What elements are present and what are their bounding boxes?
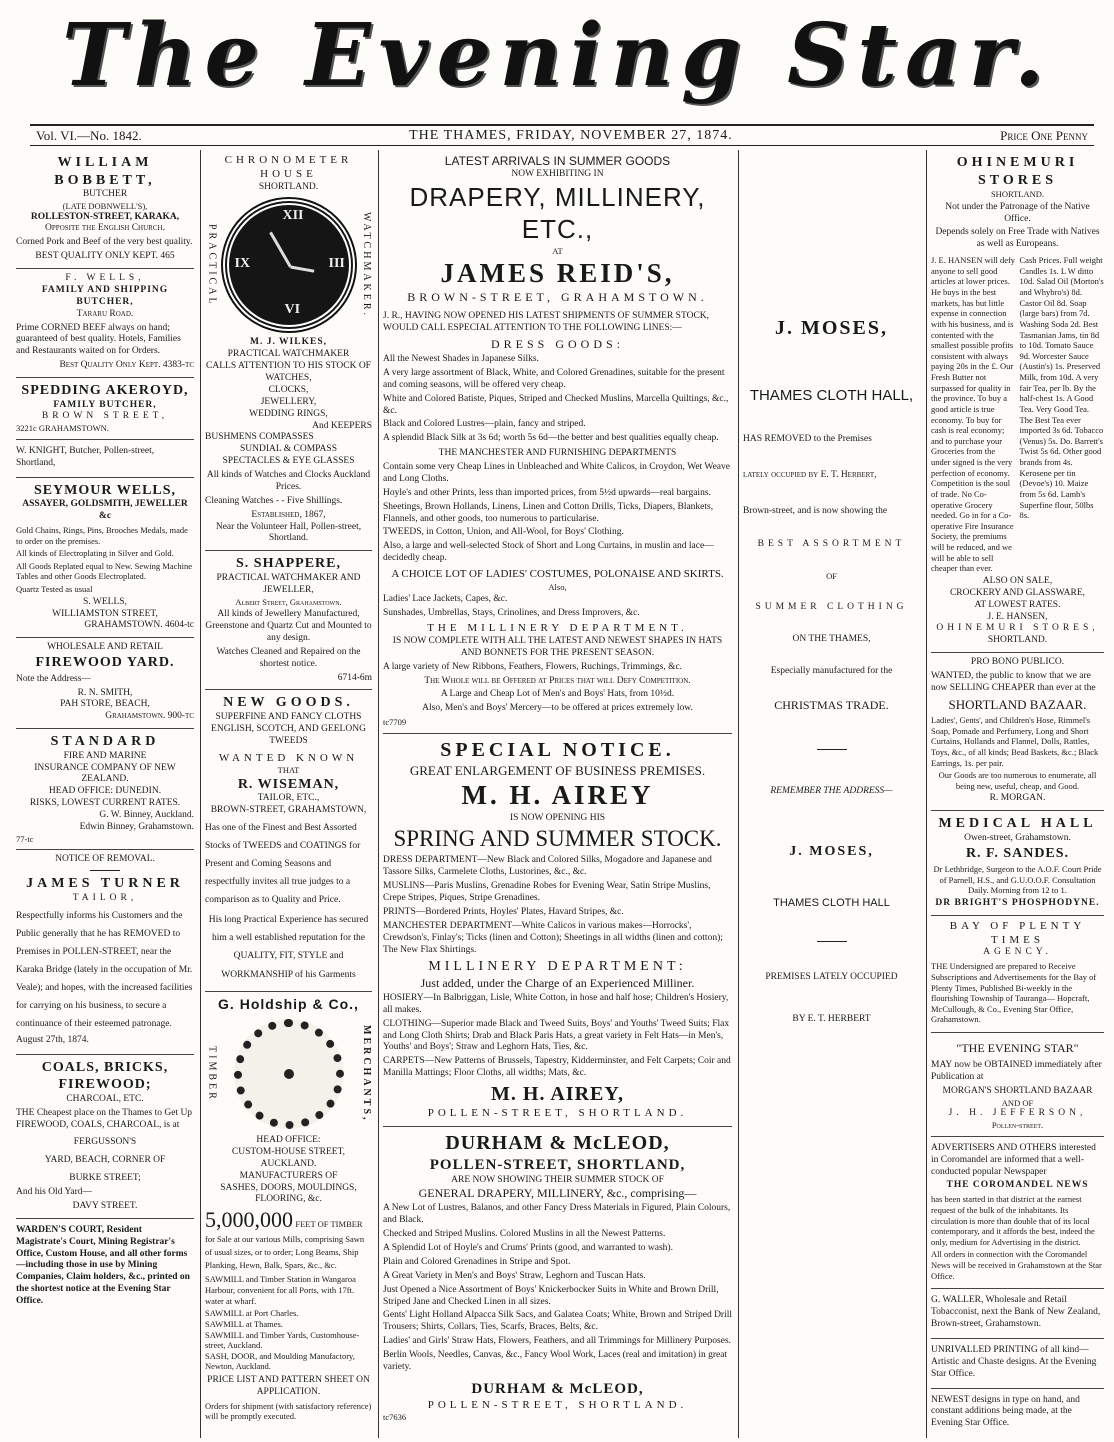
ad-heading: J. MOSES,	[774, 317, 889, 339]
ad-text: Prime CORNED BEEF always on hand; guaranteed of best quality. Hotels, Families and Restaurants waited on for Orders.	[16, 322, 181, 357]
ad-text: POLLEN-STREET, SHORTLAND.	[427, 1107, 688, 1119]
ad-text: AND OF	[1001, 1097, 1034, 1108]
ad-heading: DRAPERY, MILLINERY, ETC.,	[409, 181, 706, 245]
ad-heading: CHRONOMETER HOUSE	[224, 154, 353, 180]
ad-heading: WANTED KNOWN	[218, 751, 359, 764]
ad-text: Tararu Road.	[76, 308, 134, 319]
ad-text: BEST QUALITY ONLY KEPT. 465	[35, 251, 175, 262]
ad-chronometer-house	[205, 150, 372, 551]
ad-text: SHORTLAND.	[258, 181, 319, 192]
ad-text: SHORTLAND.	[990, 189, 1045, 199]
ad-heading: G. Holdship & Co.,	[218, 995, 359, 1012]
ad-text: 77-tc	[16, 833, 34, 844]
ad-text: Sheetings, Brown Hollands, Linens, Linen and Cotton Drills, Ticks, Diapers, Blankets, Flannels, and other goods, too numerous to particularise.	[383, 501, 714, 524]
ad-akeroyd	[16, 378, 194, 440]
ad-text: Gold Chains, Rings, Pins, Brooches Medals, made to order on the premises.	[16, 524, 188, 546]
ad-warden-court	[16, 1219, 194, 1315]
ad-heading: NEW GOODS.	[223, 695, 354, 711]
ad-heading: M. H. AIREY	[461, 780, 654, 810]
ad-airey	[383, 734, 732, 1127]
ad-heading: FAMILY AND SHIPPING BUTCHER,	[41, 284, 169, 307]
ad-text: INSURANCE COMPANY OF NEW	[34, 762, 176, 773]
ad-text: AT LOWEST RATES.	[974, 599, 1061, 610]
ad-text: MORGAN'S SHORTLAND BAZAAR	[942, 1085, 1093, 1096]
ad-text: HEAD OFFICE:	[256, 1135, 321, 1146]
ad-heading: M. H. AIREY,	[491, 1083, 624, 1105]
ad-text: SUPERFINE AND FANCY CLOTHS	[215, 711, 362, 722]
ad-heading: "THE EVENING STAR"	[956, 1041, 1079, 1055]
ad-text: 3221c GRAHAMSTOWN.	[16, 423, 109, 434]
ad-text: Berlin Wools, Needles, Canvas, &c., Fancy Wool Work, Laces (real and imitation) in great variety.	[383, 1350, 728, 1372]
ad-text: DRESS DEPARTMENT—New Black and Colored Silks, Mogadore and Japanese and Tassore Silks, Carmelete Cloths, Lustorines, &c., &c.	[383, 855, 712, 878]
ad-text: SASHES, DOORS, MOULDINGS, FLOORING, &c.	[220, 1182, 357, 1205]
rule	[90, 870, 120, 871]
ad-text: FERGUSSON'S	[73, 1137, 137, 1148]
ad-text: Also, Men's and Boys' Mercery—to be offered at prices extremely low.	[422, 703, 693, 714]
ad-text: CALLS ATTENTION TO HIS STOCK OF WATCHES,	[206, 361, 371, 383]
ad-text: Not under the Patronage of the Native Office.	[945, 201, 1090, 224]
ad-heading: GENERAL DRAPERY, MILLINERY, &c., comprising—	[418, 1186, 697, 1201]
ad-text: Best Quality Only Kept. 4383-tc	[59, 360, 194, 371]
ad-heading: NOTICE OF REMOVAL.	[55, 854, 155, 865]
ad-text: All orders in connection with the Coromandel News will be received in Grahamstown at the Star Office.	[931, 1249, 1102, 1281]
ad-heading: M. J. WILKES,	[250, 337, 327, 348]
ad-text: Depends solely on Free Trade with Natives as well as Europeans.	[935, 227, 1100, 250]
ad-heading: SHORTLAND BAZAAR.	[948, 696, 1087, 712]
ad-text: A Splendid Lot of Hoyle's and Crums' Prints (good, and warranted to wash).	[383, 1243, 673, 1253]
ad-heading: CHRISTMAS TRADE.	[774, 697, 889, 712]
ad-text: SUMMER CLOTHING	[755, 601, 908, 612]
ad-text: Sunshades, Umbrellas, Stays, Crinolines, and Dress Improvers, &c.	[383, 608, 640, 619]
ad-text: PAH STORE, BEACH,	[60, 699, 150, 710]
ad-text: Just Opened a Nice Assortment of Boys' Knickerbocker Suits in White and Brown Drill, Striped Jane and Checked Linen in all sizes.	[383, 1284, 719, 1307]
ad-text: Pollen-street.	[991, 1120, 1044, 1131]
ad-text: Owen-street, Grahamstown.	[964, 832, 1071, 843]
ad-text: And KEEPERS	[312, 420, 372, 431]
ad-text: Watches Cleaned and Repaired on the shortest notice.	[216, 646, 361, 669]
ad-text: Our Goods are too numerous to enumerate, all being new, useful, cheap, and Good.	[938, 770, 1097, 791]
ad-text: SAWMILL and Timber Yards, Customhouse-street, Auckland.	[205, 1329, 360, 1351]
ad-text: August 27th, 1874.	[16, 1034, 89, 1045]
ad-text: G. W. Binney, Auckland.	[99, 810, 194, 820]
ad-heading: A CHOICE LOT OF LADIES' COSTUMES, POLONAISE AND SKIRTS.	[391, 568, 724, 580]
ad-text: FEET OF TIMBER for Sale at our various Mills, comprising Sawn of usual sizes, or to order; Long Beams, Ship Planking, Hewn, Balk, Spars, &c., &c.	[205, 1219, 365, 1270]
ad-heading: J. MOSES,	[789, 844, 874, 860]
ad-text: PRACTICAL WATCHMAKER	[227, 349, 350, 360]
ad-text: Gents' Light Holland Alpacca Silk Sacs, and Galatea Coats; White, Brown and Striped Drill Trousers; Shirts, Collars, Ties, Scarfs, Braces, Belts, &c.	[383, 1310, 733, 1333]
ad-knight	[16, 440, 194, 478]
ad-text: JEWELLER,	[263, 584, 314, 595]
ad-wells-butcher	[16, 269, 194, 378]
column-1	[12, 150, 198, 1438]
ad-heading: JAMES TURNER	[26, 876, 184, 892]
ad-text: R. N. SMITH,	[77, 687, 133, 698]
ad-text: DAVY STREET.	[72, 1200, 138, 1211]
ad-medical-hall	[931, 811, 1104, 916]
ad-unrivalled-printing	[931, 1339, 1104, 1389]
ad-text: SAWMILL and Timber Station in Wangaroa Harbour, convenient for all Ports, with 17ft. water at wharf.	[205, 1274, 356, 1306]
ad-text: All kinds of Electroplating in Silver and Gold.	[16, 548, 174, 559]
ad-text: TAILOR,	[72, 892, 138, 903]
ad-j-moses	[743, 150, 920, 1030]
ad-text: J. H. JEFFERSON,	[948, 1108, 1087, 1119]
issue-date: THE THAMES, FRIDAY, NOVEMBER 27, 1874.	[409, 127, 733, 143]
ad-seymour-wells	[16, 478, 194, 639]
ad-coals	[16, 1055, 194, 1219]
ad-text: ZEALAND.	[81, 774, 129, 785]
ad-text: OHINEMURI STORES,	[936, 623, 1099, 634]
ad-text: A Great Variety in Men's and Boys' Straw, Leghorn and Tuscan Hats.	[383, 1270, 646, 1281]
ad-heading: JAMES REID'S,	[440, 257, 675, 288]
ad-text: HOSIERY—In Balbriggan, Lisle, White Cotton, in hose and half hose; Children's Hosiery, all makes.	[383, 992, 729, 1015]
ad-heading: PRO BONO PUBLICO.	[970, 657, 1065, 668]
ad-text: BROWN-STREET, GRAHAMSTOWN.	[407, 290, 708, 305]
ad-heading: F. WELLS,	[65, 273, 145, 283]
ad-heading: COALS, BRICKS, FIREWOOD;	[41, 1059, 169, 1093]
ad-text: Ladies' and Girls' Straw Hats, Flowers, Feathers, and all Trimmings for Millinery Purposes.	[383, 1336, 732, 1347]
ad-text: Corned Pork and Beef of the very best quality.	[16, 237, 193, 248]
ad-text: A very large assortment of Black, White, and Colored Grenadines, suitable for the present and coming seasons, will be offered very cheap.	[383, 367, 725, 390]
ad-text: CLOTHING—Superior made Black and Tweed Suits, Boys' and Youths' Tweed Suits; Flax and Long Cloth Shirts; Drab and Black Paris Hats, a great variety in Felt Hats—in Men's, Youths' and Boys'; Straw and Leghorn Hats, Ties, &c.	[383, 1018, 730, 1053]
ad-text: J. E. HANSEN will defy anyone to sell good articles at lower prices. He buys in the best markets, has but little expense in connection with his business, and is contented with the smallest possible profits consistent with always paying 20s in the £. Our Fresh Butter not surpassed for quality in the province. To buy a good article is true economy. To buy for cash is real economy; and to purchase your Groceries from the under signed is the very perfection of economy. Competition is the soul of trade. No Co-operative Grocery needed. Go in for a Co-operative Fire Insurance Society, the premiums will be reduced, and we will be able to sell cheaper than ever.	[931, 255, 1016, 574]
ad-heading: MEDICAL HALL	[938, 816, 1097, 832]
ad-text: Orders for shipment (with satisfactory reference) will be promptly executed.	[205, 1400, 372, 1422]
volume-number: Vol. VI.—No. 1842.	[36, 127, 142, 143]
ad-text: POLLEN-STREET, SHORTLAND.	[427, 1398, 688, 1411]
ad-text: Ladies' Lace Jackets, Capes, &c.	[383, 594, 508, 605]
ad-text: All kinds of Jewellery Manufactured, Greenstone and Quartz Cut and Mounted to any design.	[205, 609, 372, 643]
ad-text: Hoyle's and other Prints, less than imported prices, from 5½d upwards—real bargains.	[383, 487, 711, 498]
ad-heading: Just added, under the Charge of an Experienced Milliner.	[420, 975, 695, 990]
ad-text: Established, 1867,	[251, 509, 326, 520]
ad-heading: SPEDDING AKEROYD,	[21, 383, 189, 398]
ad-text: ALSO ON SALE,	[982, 575, 1053, 586]
ad-text: W. KNIGHT, Butcher, Pollen-street, Shortland,	[16, 445, 155, 468]
ad-firewood-yard	[16, 638, 194, 729]
ad-heading: DURHAM & McLEOD,	[445, 1131, 670, 1154]
ad-text: CROCKERY AND GLASSWARE,	[949, 587, 1086, 598]
ad-text: WATCHMAKER.	[361, 212, 372, 319]
ad-text: Dr Lethbridge, Surgeon to the A.O.F. Court Pride of Parnell, H.S., and G.U.O.O.F. Consultation Daily. Morning from 12 to 1.	[933, 864, 1102, 896]
masthead	[0, 0, 1114, 112]
ad-text: Plain and Colored Grenadines in Stripe and Spot.	[383, 1256, 571, 1267]
ad-text: Checked and Striped Muslins. Colored Muslins in all the Newest Patterns.	[383, 1229, 666, 1240]
ad-text: MANCHESTER DEPARTMENT—White Calicos in various makes—Horrocks', Crewdson's, Finlay's; Ticks (linen and Cotton); Sheetings in all widths (linen and cotton); The New Flax Shirtings.	[383, 920, 723, 955]
ad-ohinemuri-stores	[931, 150, 1104, 653]
ad-text: MUSLINS—Paris Muslins, Grenadine Robes for Evening Wear, Satin Stripe Muslins, Crepe Stripes, Piques, Stripe Grenadines.	[383, 881, 711, 903]
ad-heading: LATEST ARRIVALS IN SUMMER GOODS	[444, 154, 671, 168]
ad-heading: SPRING AND SUMMER STOCK.	[393, 825, 722, 851]
ad-text: BROWN-STREET, GRAHAMSTOWN,	[210, 805, 367, 816]
ad-text: HAS REMOVED to the Premises	[743, 433, 872, 444]
ad-text: WHOLESALE AND RETAIL	[47, 642, 163, 653]
ad-text: A New Lot of Lustres, Balanos, and other Fancy Dress Materials in Figured, Plain Colours, and Black.	[383, 1203, 731, 1226]
ad-text: ARE NOW SHOWING THEIR SUMMER STOCK OF	[451, 1174, 664, 1185]
ad-heading: MILLINERY DEPARTMENT:	[428, 959, 687, 975]
ad-text: NEWEST designs in type on hand, and constant additions being made, at the Evening Star Office.	[931, 1394, 1080, 1429]
rule	[817, 941, 847, 942]
ad-heading: DURHAM & McLEOD,	[471, 1380, 644, 1397]
ad-bay-of-plenty-times	[931, 916, 1104, 1033]
ad-new-goods	[205, 690, 372, 991]
ad-text: lately occupied by E. T. Herbert,	[743, 469, 877, 480]
ad-text: THE Undersigned are prepared to Receive Subscriptions and Advertisements for the Bay of Plenty Times, Published Bi-weekly in the flourishing Township of Tauranga— Hopcraft, McCullough, & Co., Evening Star Office, Grahamstown.	[931, 961, 1097, 1025]
ad-holdship	[205, 992, 372, 1430]
ad-heading: THE MILLINERY DEPARTMENT.	[427, 622, 688, 635]
ad-text: The Whole will be Offered at Prices that will Defy Competition.	[424, 675, 691, 686]
ad-coromandel-news	[931, 1137, 1104, 1290]
ad-text: Albert Street, Grahamstown.	[235, 596, 342, 607]
ad-heading: SPECIAL NOTICE.	[440, 738, 675, 761]
ad-heading: S. SHAPPERE,	[236, 556, 341, 572]
ad-text: PRACTICAL	[206, 224, 218, 307]
ad-text: Also,	[548, 581, 567, 592]
ad-text: CUSTOM-HOUSE STREET, AUCKLAND.	[231, 1146, 346, 1169]
ad-heading: POLLEN-STREET, SHORTLAND,	[429, 1156, 686, 1173]
ad-text: 6714-6m	[337, 672, 372, 683]
ad-newest-designs	[931, 1389, 1104, 1438]
ad-text: BUSHMENS COMPASSES	[205, 432, 314, 443]
ad-waller	[931, 1289, 1104, 1339]
ad-text: IS NOW OPENING HIS	[509, 812, 606, 823]
sawblade-icon	[234, 1019, 344, 1129]
price: Price One Penny	[1000, 127, 1088, 143]
ad-text: GRAHAMSTOWN. 4604-tc	[84, 620, 194, 631]
clock-icon: XII III VI IX	[223, 199, 355, 331]
ad-text: ROLLESTON-STREET, KARAKA,	[30, 211, 180, 222]
ad-text: MERCHANTS,	[361, 1025, 372, 1123]
ad-heading: OHINEMURI STORES	[956, 155, 1079, 188]
ad-heading: STANDARD	[50, 734, 160, 750]
ad-text: R. MORGAN.	[989, 793, 1046, 804]
ad-text: UNRIVALLED PRINTING of all kind—Artistic and Chaste designs. At the Evening Star Office.	[931, 1344, 1097, 1379]
ad-text: ADVERTISERS AND OTHERS interested in Coromandel are informed that a well-conducted popular Newspaper	[931, 1142, 1096, 1177]
ad-text: WANTED, the public to know that we are now SELLING CHEAPER than ever at the	[931, 671, 1096, 693]
ad-james-reid	[383, 150, 732, 734]
ad-text: J. E. HANSEN,	[987, 611, 1048, 622]
ad-text: OF	[826, 571, 837, 582]
ad-text: FIRE AND MARINE	[63, 750, 147, 761]
ad-text: Brown-street, and is now showing the	[743, 505, 888, 516]
ad-text: WARDEN'S COURT, Resident Magistrate's Court, Mining Registrar's Office, Custom House, and all other forms—including those in use by Mining Companies, Claim holders, &c., printed on the shortest notice at the Evening Star Office.	[16, 1224, 190, 1307]
ad-text: A large variety of New Ribbons, Feathers, Flowers, Ruchings, Trimmings, &c.	[383, 661, 683, 672]
ad-text: WEDDING RINGS,	[249, 408, 328, 419]
ad-text: Respectfully informs his Customers and the Public generally that he has REMOVED to Premises in POLLEN-STREET, near the Karaka Bridge (lately in the occupation of Mr. Veale); and hopes, with the increased facilities for carrying on his business, to secure a continuance of their esteemed patronage.	[16, 910, 193, 1029]
ad-text: TWEEDS, in Cotton, Union, and All-Wool, for Boys' Clothing.	[383, 527, 624, 538]
ad-heading: SEYMOUR WELLS,	[33, 482, 177, 498]
ad-shappere	[205, 551, 372, 690]
ad-text: Edwin Binney, Grahamstown.	[79, 821, 194, 832]
ad-text: His long Practical Experience has secured him a well established reputation for the QUALITY, FIT, STYLE and WORKMANSHIP of his Garments	[208, 915, 369, 980]
ad-text: CHARCOAL, ETC.	[66, 1093, 144, 1104]
ad-text: Ladies', Gents', and Children's Hose, Rimmel's Soap, Pomade and Perfumery, Long and Short Curtains, Hollands and Flannel, Dolls, Rattles, Toys, &c., of all kinds; Bead Baskets, &c.; Black Earrings, 1s. per pair.	[931, 715, 1099, 768]
ad-text: tc7636	[383, 1412, 407, 1423]
ad-text: ON THE THAMES,	[792, 633, 871, 644]
ad-text: Opposite the English Church.	[45, 223, 165, 234]
ad-text: Contain some very Cheap Lines in Unbleached and White Calicos, in Croydon, Wet Weave and Long Cloths.	[383, 462, 730, 484]
ad-text: Black and Colored Lustres—plain, fancy and striped.	[383, 419, 586, 430]
ad-heading: DR BRIGHT'S PHOSPHODYNE.	[935, 898, 1100, 908]
ad-heading: 5,000,000	[205, 1207, 293, 1233]
ad-text: ASSAYER, GOLDSMITH, JEWELLER &c	[22, 499, 188, 521]
ad-evening-star-agents	[931, 1033, 1104, 1137]
ad-text: MANUFACTURERS OF	[239, 1170, 338, 1181]
ad-text: S. WELLS,	[83, 596, 127, 607]
ad-heading: DRESS GOODS:	[490, 337, 625, 351]
ad-text: has been started in that district at the earnest request of the bulk of the inhabitants. Its circulation is more than double that of its local contemporary, and it affords the best, indeed the only, medium for Advertising in the district.	[931, 1194, 1095, 1247]
ad-text: All Goods Replated equal to New. Sewing Machine Tables and other Goods Electroplated.	[16, 560, 193, 582]
ad-text: Note the Address—	[16, 673, 91, 684]
ad-heading: THAMES CLOTH HALL,	[749, 387, 914, 404]
ad-text: CLOCKS,	[268, 384, 309, 395]
ad-text: SAWMILL at Port Charles.	[205, 1308, 299, 1319]
ad-text: Also, a large and well-selected Stock of Short and Long Curtains, in muslin and lace—decidedly cheap.	[383, 541, 714, 564]
ad-text: SUNDIAL & COMPASS	[240, 444, 337, 455]
ad-text: SPECTACLES & EYE GLASSES	[222, 456, 355, 467]
ad-text: PREMISES LATELY OCCUPIED	[765, 971, 898, 982]
ad-durham-mcleod	[383, 1127, 732, 1428]
ad-text: WILLIAMSTON STREET,	[52, 608, 158, 619]
ad-text: THAT	[277, 765, 300, 776]
ad-pro-bono-publico	[931, 653, 1104, 811]
ad-text: Quartz Tested as usual	[16, 584, 93, 594]
ad-text: J. R., HAVING NOW OPENED HIS LATEST SHIPMENTS OF SUMMER STOCK, WOULD CALL ESPECIAL ATTENTION TO THE FOLLOWING LINES:—	[383, 311, 710, 334]
ad-text: SHORTLAND.	[987, 635, 1048, 646]
ad-heading: GREAT ENLARGEMENT OF BUSINESS PREMISES.	[409, 762, 706, 778]
ad-text: CARPETS—New Patterns of Brussels, Tapestry, Kidderminster, and Felt Carpets; Coir and Manilla Mattings; Floor Cloths, all widths; Mats, &c.	[383, 1056, 731, 1079]
ad-text: Has one of the Finest and Best Assorted Stocks of TWEEDS and COATINGS for Present and Coming Seasons and respectfully invites all true judges to a comparison as to Quality and Price.	[205, 823, 361, 906]
ad-text: PRACTICAL WATCHMAKER AND	[216, 572, 361, 583]
ad-text: ENGLISH, SCOTCH, AND GEELONG TWEEDS	[211, 723, 366, 746]
column-3	[378, 150, 736, 1438]
ad-text: NOW EXHIBITING IN	[511, 169, 604, 179]
ad-bobbett	[16, 150, 194, 269]
ad-heading: R. WISEMAN,	[237, 776, 340, 792]
ad-text: tc7709	[383, 717, 407, 728]
ad-text: BURKE STREET;	[69, 1173, 141, 1184]
column-2	[200, 150, 376, 1438]
ad-text: PRICE LIST AND PATTERN SHEET ON APPLICATION.	[207, 1375, 370, 1397]
ad-heading: FAMILY BUTCHER,	[53, 399, 157, 410]
newspaper-title: The Evening Star.	[61, 5, 1053, 106]
ad-text: Cleaning Watches - - Five Shillings.	[205, 495, 343, 506]
column-5	[926, 150, 1108, 1438]
ad-text: IS NOW COMPLETE WITH ALL THE LATEST AND NEWEST SHAPES IN HATS AND BONNETS FOR THE PRESENT SEASON.	[392, 635, 723, 658]
ad-text: SAWMILL at Thames.	[205, 1318, 283, 1329]
ad-text: YARD, BEACH, CORNER OF	[44, 1155, 166, 1166]
ad-text: THE Cheapest place on the Thames to Get Up FIREWOOD, COALS, CHARCOAL, is at	[16, 1107, 193, 1130]
ad-heading: WILLIAM BOBBETT,	[54, 155, 156, 188]
ad-text: PRINTS—Bordered Prints, Hoyles' Plates, Havard Stripes, &c.	[383, 906, 624, 917]
ad-text: TAILOR, ETC.,	[257, 793, 320, 804]
ad-text: AT	[552, 245, 563, 256]
ad-text: TIMBER	[206, 1046, 218, 1102]
ad-text: Especially manufactured for the	[770, 665, 893, 676]
ad-text: White and Colored Batiste, Piques, Striped and Checked Muslins, Marcella Quiltings, &c., &c.	[383, 393, 729, 416]
ad-heading: BAY OF PLENTY TIMES	[949, 919, 1086, 946]
ad-text: Grahamstown. 900-tc	[105, 711, 194, 722]
rule	[817, 749, 847, 750]
ad-heading: THAMES CLOTH HALL	[773, 896, 890, 909]
ad-text: RISKS, LOWEST CURRENT RATES.	[29, 798, 181, 809]
ad-text: A Large and Cheap Lot of Men's and Boys' Hats, from 10½d.	[440, 689, 675, 700]
ad-standard-insurance	[16, 729, 194, 850]
ad-text: HEAD OFFICE: DUNEDIN.	[48, 786, 162, 797]
ad-text: And his Old Yard—	[16, 1187, 93, 1198]
price-list: Cash Prices. Full weight Candles 1s. L W ditto 10d. Salad Oil (Morton's and Whybro's) 8d. Castor Oil 8d. Soap (large bars) from 7d. Washing Soda 2d. Best Tasmanian Jams, tin 8d to 10d. Tomato Sauce 9d. Worcester Sauce (Austin's) 1s. Preserved Milk, from 10d. A very fair Tea, per lb. By the half-chest 1s. A Good Tea. Very Good Tea. The Best Tea ever imported 3s 6d. Tobacco (Venus) 5s. Do. Barrett's Twist 5s 6d. Other good brands from 4s. Kerosene per tin (Devoe's) 10. Maize from 5s 6d. Lamb's Superfine flour, 50lbs 8s.	[1019, 255, 1104, 521]
ad-text: JEWELLERY,	[260, 396, 317, 407]
ad-heading: THE MANCHESTER AND FURNISHING DEPARTMENTS	[438, 448, 677, 459]
ad-notice-of-removal	[16, 850, 194, 1054]
ad-text: All kinds of Watches and Clocks Auckland Prices.	[206, 470, 371, 492]
ad-heading: FIREWOOD YARD.	[35, 655, 175, 671]
ad-heading: THE COROMANDEL NEWS	[946, 1180, 1089, 1191]
ad-text: All the Newest Shades in Japanese Silks.	[383, 354, 539, 364]
column-4	[738, 150, 924, 1438]
ad-text: REMEMBER THE ADDRESS—	[770, 785, 893, 796]
dateline	[30, 124, 1094, 146]
ad-text: AGENCY.	[983, 947, 1052, 958]
ad-text: BY E. T. HERBERT	[792, 1013, 871, 1024]
ad-text: A splendid Black Silk at 3s 6d; worth 5s 6d—the better and best qualities equally cheap.	[383, 433, 719, 444]
ad-text: G. WALLER, Wholesale and Retail Tobacconist, next the Bank of New Zealand, Brown-street, Grahamstown.	[931, 1295, 1101, 1329]
ad-heading: R. F. SANDES.	[965, 845, 1070, 861]
ad-text: (LATE DOBNWELL'S),	[62, 200, 148, 211]
ad-text: BEST ASSORTMENT	[757, 539, 906, 550]
ad-text: MAY now be OBTAINED immediately after Publication at	[931, 1060, 1102, 1082]
ad-text: SASH, DOOR, and Moulding Manufactory, Newton, Auckland.	[205, 1350, 355, 1372]
ad-text: BROWN STREET,	[41, 411, 169, 422]
ad-text: BUTCHER	[82, 189, 128, 199]
ad-text: Near the Volunteer Hall, Pollen-street, Shortland.	[215, 521, 362, 544]
